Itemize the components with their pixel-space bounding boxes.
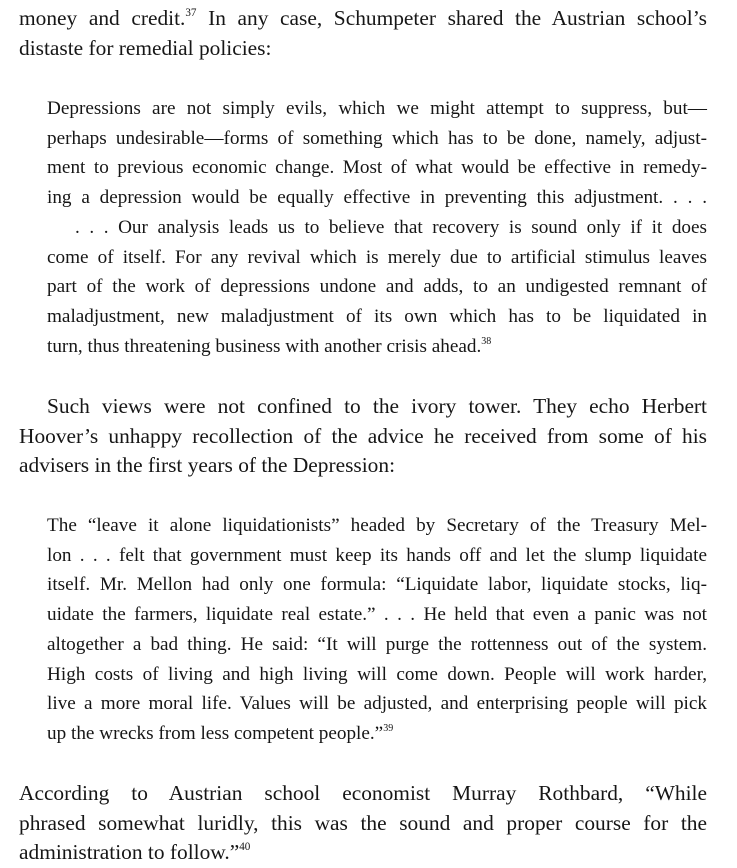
block-quote-schumpeter — [47, 94, 707, 361]
quote-line: lon . . . felt that government must keep its hands off and let the slump liquidate — [47, 544, 707, 566]
paragraph-schumpeter — [19, 4, 707, 63]
quote-line: . . . Our analysis leads us to believe that recovery is sound only if it does — [75, 216, 707, 238]
quote-line: altogether a bad thing. He said: “It will purge the rottenness out of the system. — [47, 633, 707, 655]
quote-line: itself. Mr. Mellon had only one formula: “Liquidate labor, liquidate stocks, liq- — [47, 574, 707, 596]
text-line: advisers in the first years of the Depression: — [19, 453, 396, 477]
text-line: Such views were not confined to the ivory tower. They echo Herbert — [47, 394, 707, 418]
text-line: distaste for remedial policies: — [19, 35, 272, 60]
footnote-ref-40: 40 — [239, 841, 251, 854]
quote-line: ing a depression would be equally effective in preventing this adjustment. . . . — [47, 187, 707, 209]
quote-line: uidate the farmers, liquidate real estate.” . . . He held that even a panic was not — [47, 604, 707, 626]
text-fragment: In any case, Schumpeter shared the Austrian school’s — [196, 6, 707, 30]
paragraph-rothbard — [19, 779, 707, 868]
text-fragment: administration to follow.” — [19, 840, 240, 864]
quote-line: live a more moral life. Values will be adjusted, and enterprising people will pick — [47, 693, 707, 715]
quote-line: ment to previous economic change. Most of what would be effective in remedy- — [47, 157, 707, 179]
quote-line: part of the work of depressions undone and adds, to an undigested remnant of — [47, 276, 707, 298]
quote-line: perhaps undesirable—forms of something which has to be done, namely, adjust- — [47, 127, 707, 149]
text-fragment: up the wrecks from less competent people.” — [47, 722, 384, 744]
paragraph-hoover — [19, 392, 707, 481]
text-fragment: turn, thus threatening business with another crisis ahead. — [47, 335, 482, 357]
quote-line — [47, 719, 707, 749]
quote-line: The “leave it alone liquidationists” headed by Secretary of the Treasury Mel- — [47, 515, 707, 536]
footnote-ref-39: 39 — [383, 722, 394, 734]
footnote-ref-38: 38 — [481, 335, 492, 347]
block-quote-hoover — [47, 511, 707, 749]
quote-line: maladjustment, new maladjustment of its own which has to be liquidated in — [47, 305, 707, 327]
quote-line: Depressions are not simply evils, which we might attempt to suppress, but— — [47, 98, 707, 119]
quote-line — [47, 332, 707, 362]
text-line — [19, 4, 707, 34]
text-line: Hoover’s unhappy recollection of the advice he received from some of his — [19, 423, 707, 448]
footnote-ref-37: 37 — [185, 7, 197, 20]
text-line — [19, 838, 707, 868]
text-fragment: money and credit. — [19, 6, 186, 30]
text-line: According to Austrian school economist Murray Rothbard, “While — [19, 781, 707, 805]
text-line: phrased somewhat luridly, this was the sound and proper course for the — [19, 810, 707, 835]
quote-line: come of itself. For any revival which is merely due to artificial stimulus leaves — [47, 246, 707, 268]
quote-line: High costs of living and high living will come down. People will work harder, — [47, 663, 707, 685]
